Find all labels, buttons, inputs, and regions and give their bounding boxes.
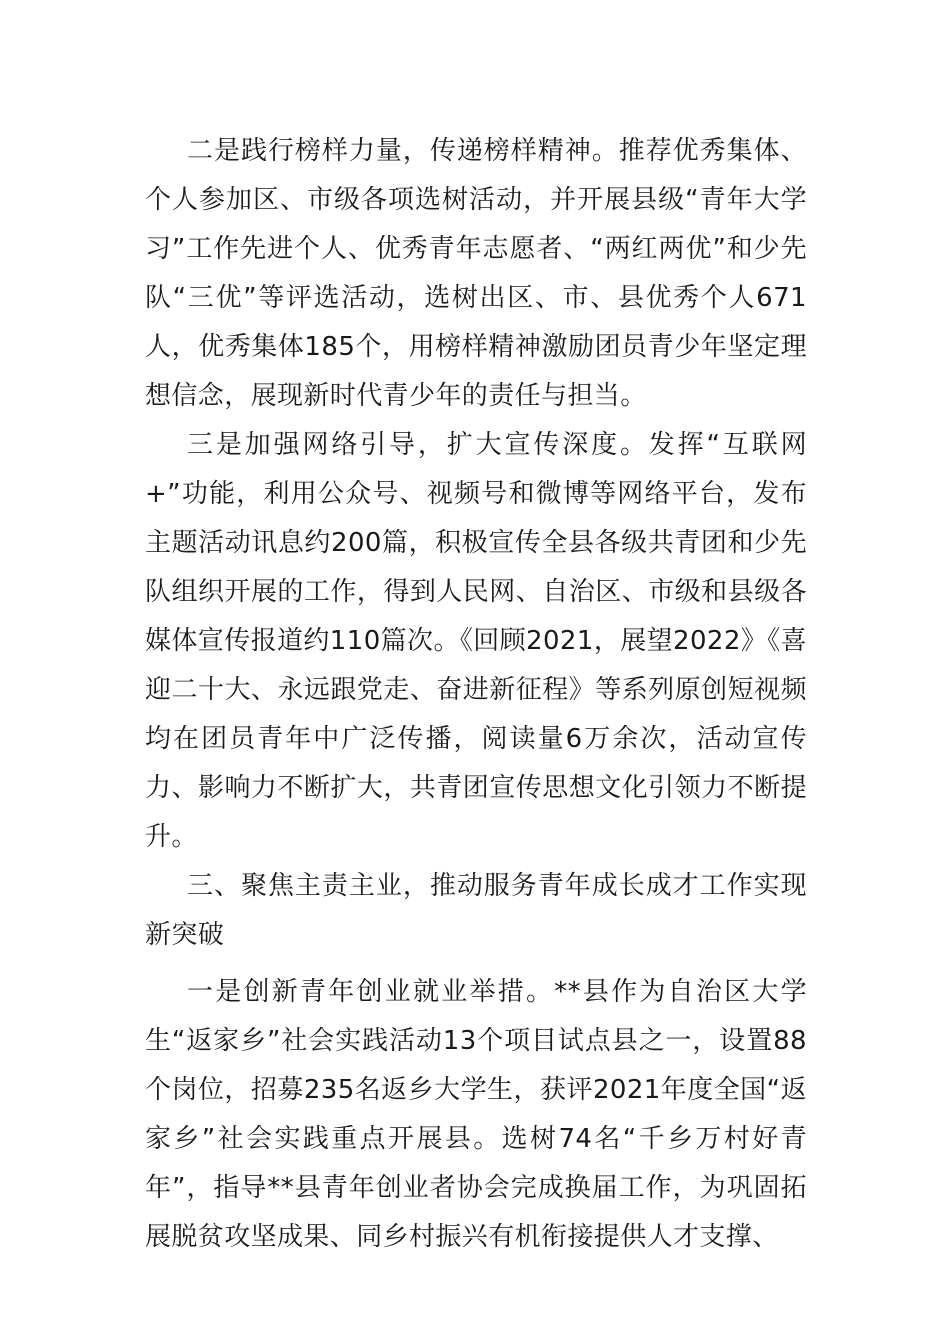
document-body [145, 127, 807, 1262]
paragraph-network-guidance: 三是加强网络引导，扩大宣传深度。发挥“互联网+”功能，利用公众号、视频号和微博等网络平台，发布主题活动讯息约200篇，积极宣传全县各级共青团和少先队组织开展的工作，得到人民网、自治区、市级和县级各媒体宣传报道约110篇次。《回顾2021，展望2022》《喜迎二十大、永远跟党走、奋进新征程》等系列原创短视频均在团员青年中广泛传播，阅读量6万余次，活动宣传力、影响力不断扩大，共青团宣传思想文化引领力不断提升。 [145, 430, 807, 852]
paragraph-youth-employment: 一是创新青年创业就业举措。**县作为自治区大学生“返家乡”社会实践活动13个项目试点县之一，设置88个岗位，招募235名返乡大学生，获评2021年度全国“返家乡”社会实践重点开展县。选树74名“千乡万村好青年”，指导**县青年创业者协会完成换届工作，为巩固拓展脱贫攻坚成果、同乡村振兴有机衔接提供人才支撑、 [145, 977, 807, 1252]
paragraph-role-models: 二是践行榜样力量，传递榜样精神。推荐优秀集体、个人参加区、市级各项选树活动，并开展县级“青年大学习”工作先进个人、优秀青年志愿者、“两红两优”和少先队“三优”等评选活动，选树出区、市、县优秀个人671人，优秀集体185个，用榜样精神激励团员青少年坚定理想信念，展现新时代青少年的责任与担当。 [145, 136, 807, 411]
section-heading-youth-service: 三、聚焦主责主业，推动服务青年成长成才工作实现新突破 [145, 871, 807, 950]
